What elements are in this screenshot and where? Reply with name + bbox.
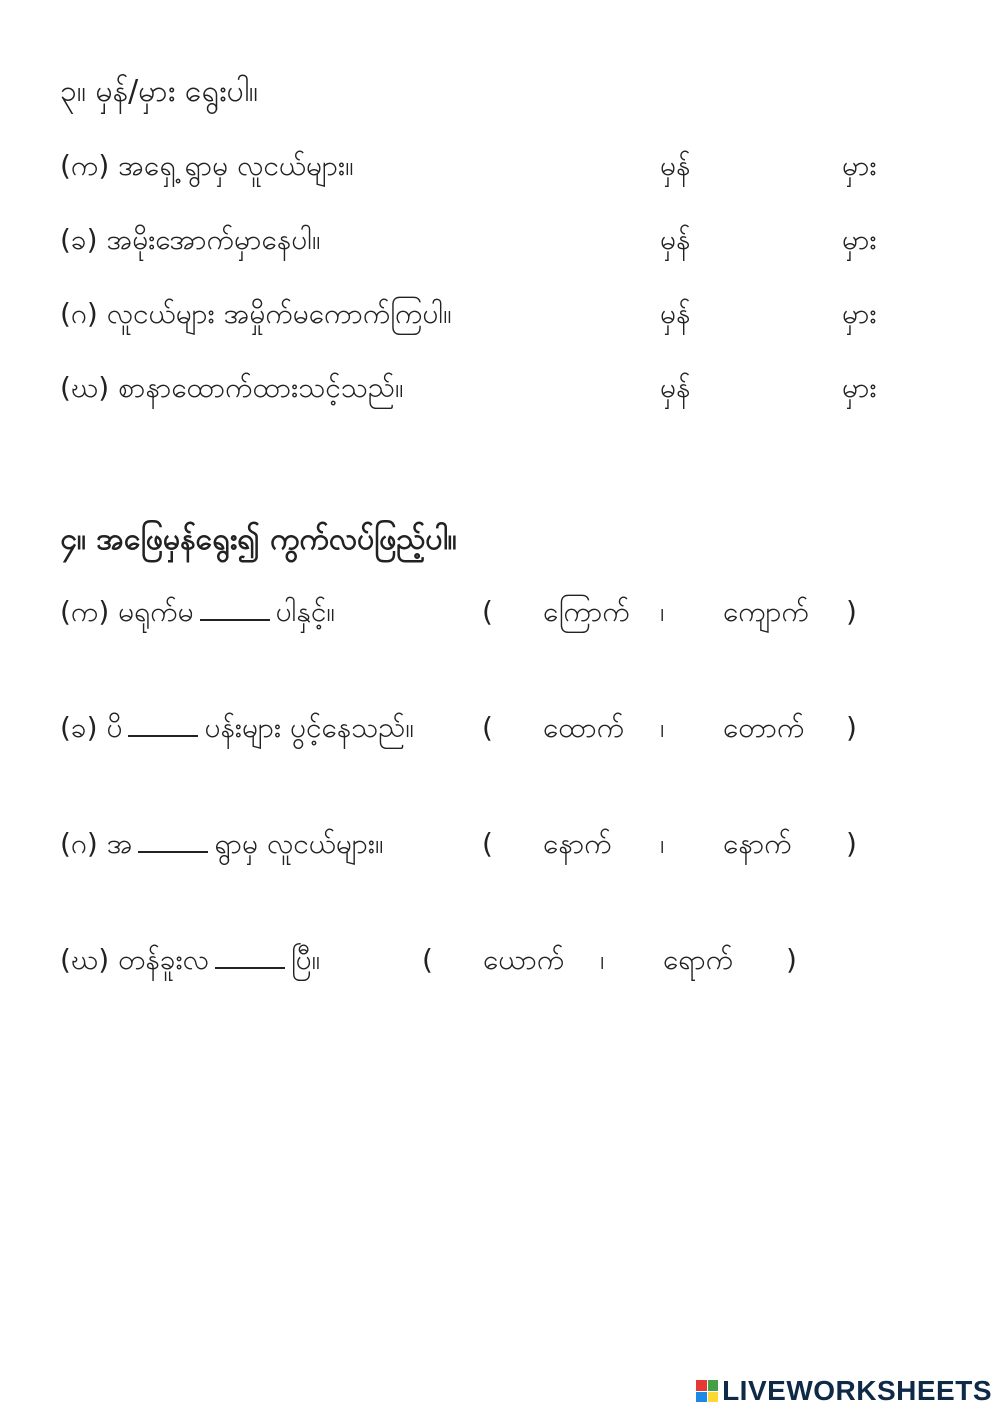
choice-option-2[interactable]: တောက် xyxy=(723,711,805,744)
sentence-before: (က) မရုက်မ xyxy=(60,595,194,628)
close-paren: ) xyxy=(846,711,857,744)
separator: ၊ xyxy=(660,827,665,860)
sentence xyxy=(60,592,335,632)
statement-text: (ဂ) လူငယ်များ အမှိုက်မကောက်ကြပါ။ xyxy=(60,297,452,330)
sentence xyxy=(60,824,383,864)
true-option[interactable]: မှန် xyxy=(660,371,691,404)
sentence xyxy=(60,708,414,748)
statement-text: (က) အရှေ့ ရွာမှ လူငယ်များ။ xyxy=(60,149,354,182)
separator: ၊ xyxy=(660,595,665,628)
sentence-before: (ခ) ပိ xyxy=(60,711,123,744)
open-paren: ( xyxy=(482,595,493,628)
close-paren: ) xyxy=(846,595,857,628)
sentence-after: ရွာမှ လူငယ်များ။ xyxy=(214,827,384,860)
true-option[interactable]: မှန် xyxy=(660,297,691,330)
choice-option-1[interactable]: နောက် xyxy=(543,827,612,860)
choice-option-1[interactable]: ကြောက် xyxy=(543,595,630,628)
true-option[interactable]: မှန် xyxy=(660,223,691,256)
answer-blank[interactable] xyxy=(128,713,198,737)
choice-option-2[interactable]: ရောက် xyxy=(663,943,734,976)
separator: ၊ xyxy=(660,711,665,744)
sentence-before: (ဃ) တန်ခူးလ xyxy=(60,943,209,976)
open-paren: ( xyxy=(422,943,433,976)
close-paren: ) xyxy=(786,943,797,976)
statement-text: (ဃ) စာနာထောက်ထားသင့်သည်။ xyxy=(60,371,404,404)
sentence-after: ပါနှင့်။ xyxy=(275,595,335,628)
statement-text: (ခ) အမိုးအောက်မှာနေပါ။ xyxy=(60,223,321,256)
sentence-before: (ဂ) အ xyxy=(60,827,133,860)
close-paren: ) xyxy=(846,827,857,860)
sentence xyxy=(60,940,320,980)
separator: ၊ xyxy=(600,943,605,976)
sentence-after: ပြီ။ xyxy=(290,943,321,976)
answer-blank[interactable] xyxy=(138,829,208,853)
logo-square xyxy=(708,1380,719,1391)
section-3-title: ၃။ မှန်/မှား ရွေးပါ။ xyxy=(60,74,258,109)
open-paren: ( xyxy=(482,711,493,744)
logo-mark-icon xyxy=(696,1380,718,1402)
open-paren: ( xyxy=(482,827,493,860)
choice-option-1[interactable]: ထောက် xyxy=(543,711,625,744)
logo-square xyxy=(708,1392,719,1403)
answer-blank[interactable] xyxy=(200,597,270,621)
false-option[interactable]: မှား xyxy=(842,149,877,182)
true-option[interactable]: မှန် xyxy=(660,149,691,182)
false-option[interactable]: မှား xyxy=(842,223,877,256)
false-option[interactable]: မှား xyxy=(842,371,877,404)
liveworksheets-logo xyxy=(696,1375,992,1407)
choice-option-2[interactable]: နောက် xyxy=(723,827,792,860)
answer-blank[interactable] xyxy=(215,945,285,969)
logo-text: LIVEWORKSHEETS xyxy=(722,1375,992,1406)
choice-option-2[interactable]: ကျောက် xyxy=(723,595,809,628)
logo-square xyxy=(696,1392,707,1403)
false-option[interactable]: မှား xyxy=(842,297,877,330)
sentence-after: ပန်းများ ပွင့်နေသည်။ xyxy=(204,711,414,744)
choice-option-1[interactable]: ယောက် xyxy=(483,943,565,976)
logo-square xyxy=(696,1380,707,1391)
section-4-title: ၄။ အဖြေမှန်ရွေး၍ ကွက်လပ်ဖြည့်ပါ။ xyxy=(60,522,457,557)
